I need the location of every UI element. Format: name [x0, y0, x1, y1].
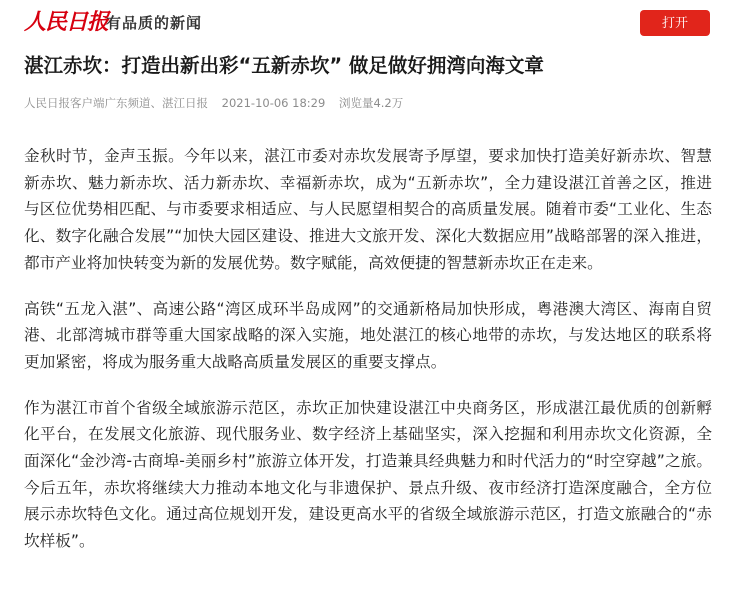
article-title: 湛江赤坎：打造出新出彩“五新赤坎” 做足做好拥湾向海文章: [24, 54, 544, 77]
article-body: [24, 143, 712, 574]
top-bar: [0, 0, 736, 44]
article-datetime: 2021-10-06 18:29: [221, 96, 326, 110]
article-paragraph: 金秋时节，金声玉振。今年以来，湛江市委对赤坎发展寄予厚望，要求加快打造美好新赤坎、智慧新赤坎、魅力新赤坎、活力新赤坎、幸福新赤坎，成为“五新赤坎”，全力建设湛江首善之区，推进与区位优势相匹配、与市委要求相适应、与人民愿望相契合的高质量发展。随着市委“工业化、生态化、数字化融合发展”“加快大园区建设、推进大文旅开发、深化大数据应用”战略部署的深入推进，都市产业将加快转变为新的发展优势。数字赋能，高效便捷的智慧新赤坎正在走来。: [24, 147, 712, 272]
open-app-button[interactable]: 打开: [640, 10, 710, 36]
article-source: 人民日报客户端广东频道、湛江日报: [24, 96, 208, 110]
people-daily-logo[interactable]: 人民日报: [24, 9, 109, 35]
article-paragraph: 作为湛江市首个省级全域旅游示范区，赤坎正加快建设湛江中央商务区，形成湛江最优质的创新孵化平台，在发展文化旅游、现代服务业、数字经济上基础坚实，深入挖掘和利用赤坎文化资源，全面深化“金沙湾-古商埠-美丽乡村”旅游立体开发，打造兼具经典魅力和时代活力的“时空穿越”之旅。今后五年，赤坎将继续大力推动本地文化与非遗保护、景点升级、夜市经济打造深度融合，全方位展示赤坎特色文化。通过高位规划开发，建设更高水平的省级全域旅游示范区，打造文旅融合的“赤坎样板”。: [24, 398, 712, 551]
article-views: 浏览量4.2万: [338, 96, 404, 110]
slogan-text: 有品质的新闻: [106, 14, 203, 32]
article-paragraph: 高铁“五龙入湛”、高速公路“湾区成环半岛成网”的交通新格局加快形成，粤港澳大湾区、海南自贸港、北部湾城市群等重大国家战略的深入实施，地处湛江的核心地带的赤坎，与发达地区的联系将更加紧密，将成为服务重大战略高质量发展区的重要支撑点。: [24, 299, 712, 371]
article-meta: [24, 94, 413, 112]
